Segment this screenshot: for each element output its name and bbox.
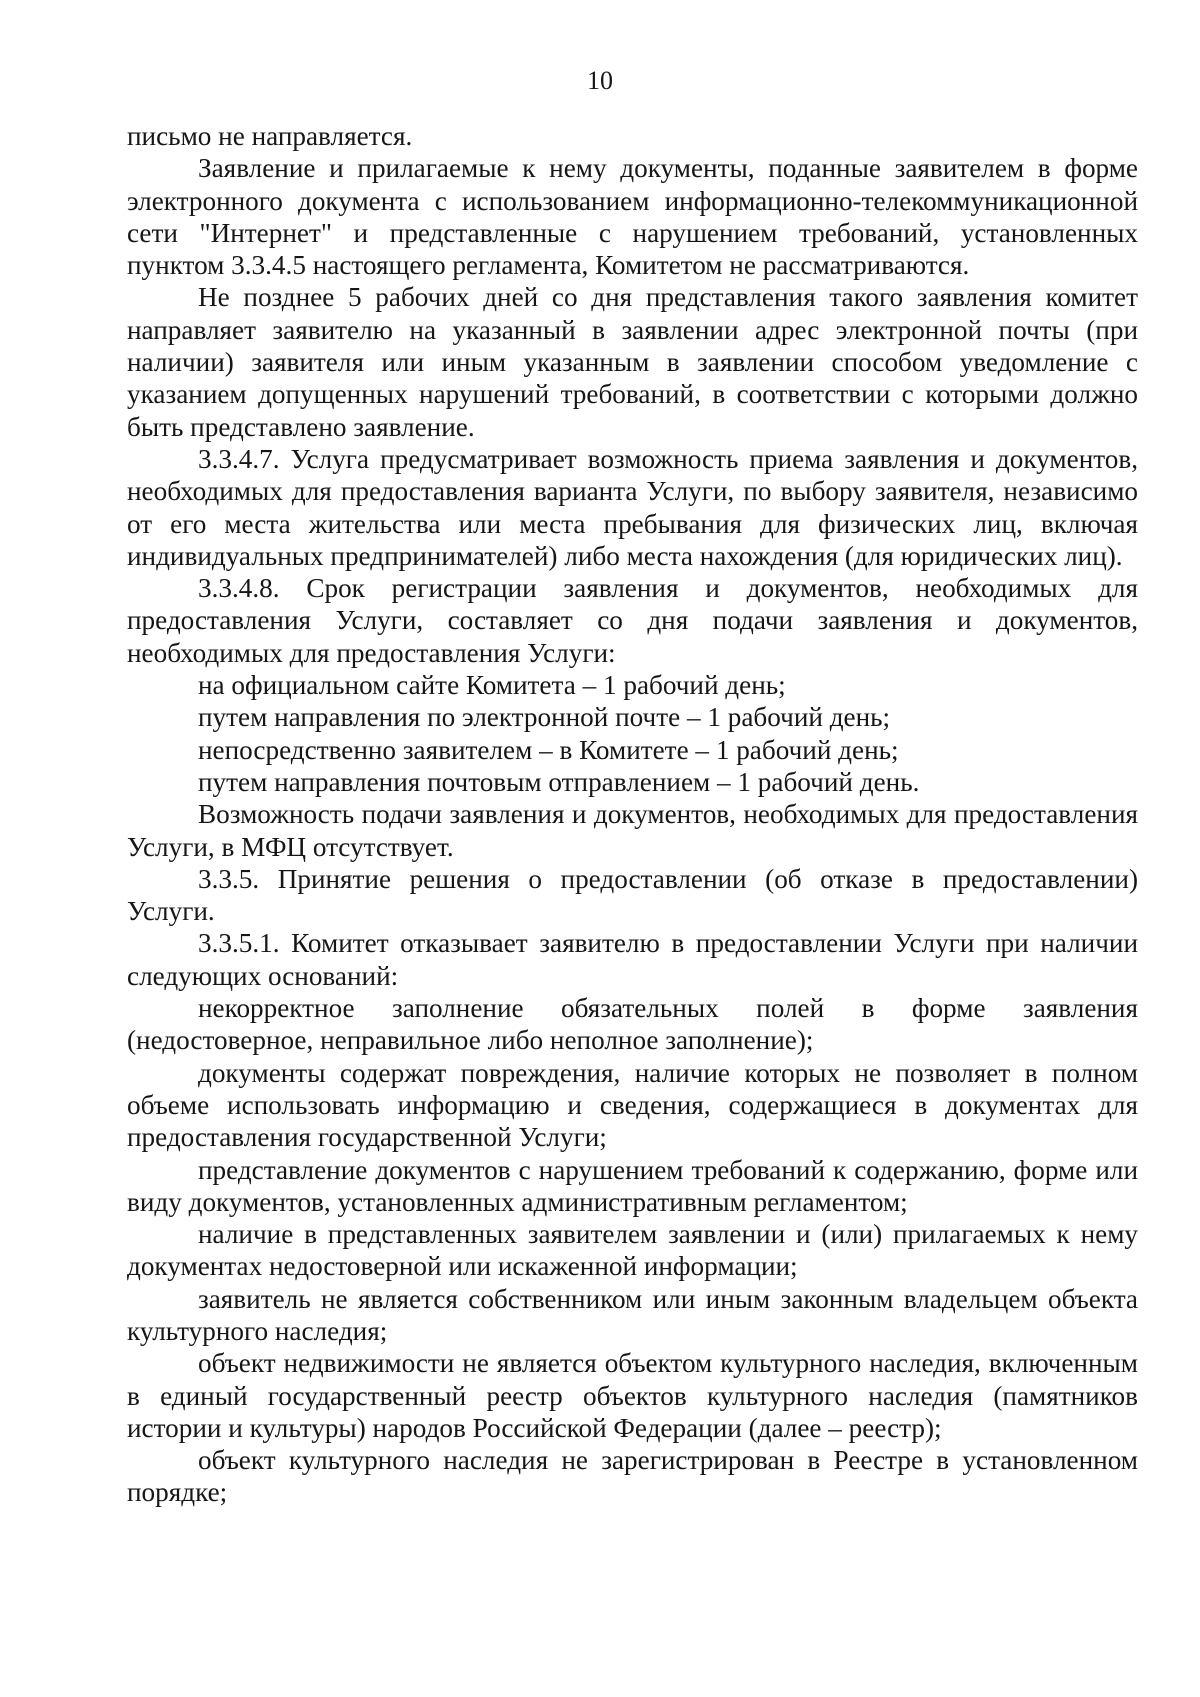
list-item: документы содержат повреждения, наличие которых не позволяет в полном объеме использовать информацию и сведения, содержащиеся в документах для предоставления государственной Услуги; — [127, 1057, 1138, 1153]
paragraph: 3.3.5.1. Комитет отказывает заявителю в предоставлении Услуги при наличии следующих оснований: — [127, 928, 1138, 991]
list-item: путем направления почтовым отправлением – 1 рабочий день. — [198, 766, 920, 797]
paragraph: 3.3.4.8. Срок регистрации заявления и документов, необходимых для предоставления Услуги, составляет со дня подачи заявления и документов, необходимых для предоставления Услуги: — [127, 573, 1138, 668]
list-item: объект недвижимости не является объектом культурного наследия, включенным в единый государственный реестр объектов культурного наследия (памятников истории и культуры) народов Российской Федерации (далее – реестр); — [127, 1348, 1138, 1443]
paragraph: Возможность подачи заявления и документов, необходимых для предоставления Услуги, в МФЦ отсутствует. — [127, 799, 1138, 862]
paragraph: письмо не направляется. — [127, 121, 413, 151]
list-item: заявитель не является собственником или иным законным владельцем объекта культурного наследия; — [127, 1283, 1138, 1346]
list-item: непосредственно заявителем – в Комитете – 1 рабочий день; — [198, 734, 899, 765]
section-heading: 3.3.5. Принятие решения о предоставлении (об отказе в предоставлении) Услуги. — [127, 863, 1138, 927]
list-item: наличие в представленных заявителем заявлении и (или) прилагаемых к нему документах недостоверной или искаженной информации; — [127, 1219, 1138, 1282]
body-text — [127, 120, 1138, 1509]
list-item: представление документов с нарушением требований к содержанию, форме или виду документов, установленных административным регламентом; — [127, 1154, 1138, 1217]
paragraph: Заявление и прилагаемые к нему документы, поданные заявителем в форме электронного документа с использованием информационно-телекоммуникационной сети "Интернет" и представленные с нарушением требований, установленных пунктом 3.3.4.5 настоящего регламента, Комитетом не рассматриваются. — [127, 153, 1138, 281]
list-item: на официальном сайте Комитета – 1 рабочий день; — [198, 670, 786, 701]
list-item: путем направления по электронной почте – 1 рабочий день; — [198, 702, 891, 733]
paragraph: Не позднее 5 рабочих дней со дня представления такого заявления комитет направляет заявителю на указанный в заявлении адрес электронной почты (при наличии) заявителя или иным указанным в заявлении способом уведомление с указанием допущенных нарушений требований, в соответствии с которыми должно быть представлено заявление. — [127, 282, 1138, 442]
list-item: объект культурного наследия не зарегистрирован в Реестре в установленном порядке; — [127, 1445, 1138, 1508]
paragraph: 3.3.4.7. Услуга предусматривает возможность приема заявления и документов, необходимых для предоставления варианта Услуги, по выбору заявителя, независимо от его места жительства или места пребывания для физических лиц, включая индивидуальных предпринимателей) либо места нахождения (для юридических лиц). — [127, 443, 1138, 571]
list-item: некорректное заполнение обязательных полей в форме заявления (недостоверное, неправильное либо неполное заполнение); — [127, 993, 1138, 1056]
page-number: 10 — [587, 66, 613, 95]
